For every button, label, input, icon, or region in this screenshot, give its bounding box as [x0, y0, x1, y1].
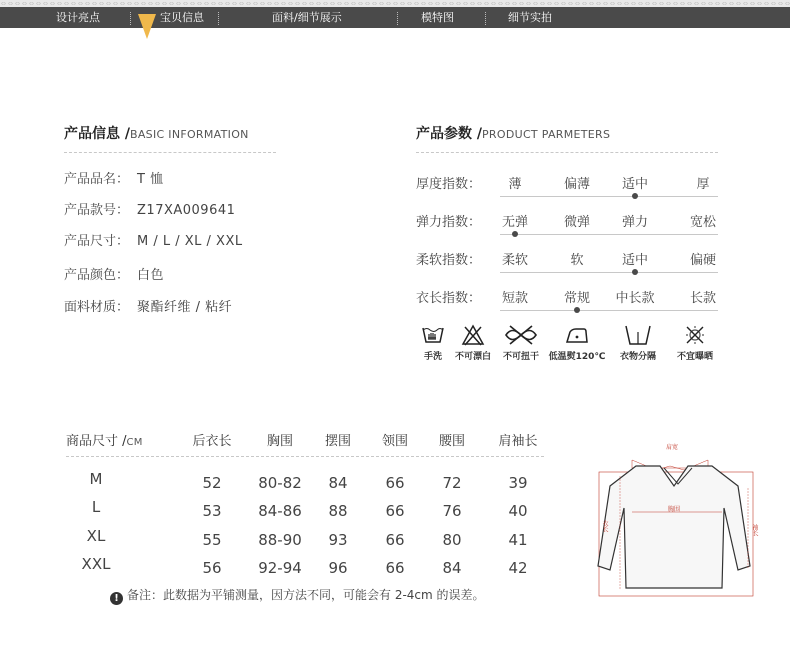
size-cell: 52 [202, 474, 222, 492]
product-info-subtitle: BASIC INFORMATION [130, 128, 249, 141]
care-separate-wash [612, 324, 664, 362]
nav-item-product-info[interactable]: 宝贝信息 [160, 11, 204, 24]
param-label: 衣长指数： [416, 291, 482, 306]
care-label: 衣物分隔 [619, 352, 656, 362]
param-option: 厚 [696, 177, 710, 192]
nav-item-fabric[interactable]: 面料/细节展示 [272, 11, 342, 24]
param-option: 软 [570, 253, 584, 268]
size-cell: 66 [385, 531, 405, 549]
param-selected-dot [574, 307, 580, 313]
no-sun-dry-icon [683, 324, 707, 346]
size-table-unit: CM [126, 437, 143, 448]
product-params-heading [416, 123, 610, 143]
param-scale-line [500, 234, 718, 235]
top-nav-bar [0, 0, 790, 28]
product-params-subtitle: PRODUCT PARMETERS [482, 128, 611, 141]
size-cell: 93 [328, 531, 348, 549]
size-cell: 55 [202, 531, 222, 549]
size-column-header: 领围 [381, 434, 409, 449]
product-info-title: 产品信息 / [64, 126, 130, 142]
note-text: 备注：此数据为平铺测量，因方法不同，可能会有 2-4cm 的误差。 [127, 588, 485, 602]
info-label: 产品品名： [64, 172, 130, 187]
size-column-header: 腰围 [438, 434, 466, 449]
size-cell: 40 [508, 502, 528, 520]
param-scale-line [500, 272, 718, 273]
low-iron-icon [564, 324, 590, 346]
info-row-color [64, 264, 164, 283]
size-cell: 41 [508, 531, 528, 549]
product-info-heading [64, 123, 249, 143]
size-cell: 66 [385, 502, 405, 520]
info-label: 产品款号： [64, 203, 130, 218]
divider [416, 152, 718, 153]
info-label: 产品颜色： [64, 268, 130, 283]
size-table-heading [66, 430, 143, 449]
info-row-name [64, 168, 164, 187]
care-no-sun-dry [668, 324, 722, 362]
param-option: 长款 [689, 291, 717, 306]
care-low-iron [547, 324, 607, 362]
hand-wash-icon [421, 324, 445, 346]
param-option: 适中 [621, 253, 649, 268]
info-icon: ! [110, 592, 123, 605]
nav-separator [397, 12, 398, 25]
size-cell: 76 [442, 502, 462, 520]
param-scale-line [500, 196, 718, 197]
info-value: Z17XA009641 [137, 203, 236, 218]
param-option: 偏硬 [689, 253, 717, 268]
length-label: 衣长 [601, 520, 608, 532]
tshirt-outline-icon [596, 438, 766, 598]
care-label: 不可漂白 [454, 352, 491, 362]
info-label: 产品尺寸： [64, 234, 130, 249]
info-row-material [64, 296, 232, 315]
param-selected-dot [632, 193, 638, 199]
param-option: 常规 [563, 291, 591, 306]
info-value: 白色 [137, 268, 165, 283]
param-scale-line [500, 310, 718, 311]
size-cell: 92-94 [258, 559, 302, 577]
no-bleach-icon [461, 324, 485, 346]
param-label: 厚度指数： [416, 177, 482, 192]
param-label: 弹力指数： [416, 215, 482, 230]
info-value: 聚酯纤维 / 粘纤 [137, 300, 233, 315]
shoulder-label: 肩宽 [666, 444, 679, 451]
size-cell: 88 [328, 502, 348, 520]
care-label: 不可扭干 [502, 352, 539, 362]
size-cell: 42 [508, 559, 528, 577]
size-column-header: 肩袖长 [498, 434, 538, 449]
size-label: M [89, 470, 103, 488]
size-cell: 66 [385, 559, 405, 577]
param-option: 中长款 [615, 291, 655, 306]
info-value: T 恤 [137, 172, 164, 187]
active-nav-marker [138, 14, 156, 39]
size-column-header: 摆围 [324, 434, 352, 449]
size-column-header: 后衣长 [192, 434, 232, 449]
nav-item-model[interactable]: 模特图 [421, 11, 454, 24]
care-label: 手洗 [423, 352, 442, 362]
divider [66, 456, 544, 457]
size-cell: 39 [508, 474, 528, 492]
param-option: 短款 [501, 291, 529, 306]
nav-separator [130, 12, 131, 25]
size-label: L [91, 498, 101, 516]
divider [64, 152, 276, 153]
param-option: 微弹 [563, 215, 591, 230]
decorative-chain-border [0, 0, 790, 7]
param-option: 弹力 [621, 215, 649, 230]
param-option: 薄 [508, 177, 522, 192]
measurement-diagram [596, 438, 766, 598]
sleeve-label: 袖长 [751, 524, 758, 536]
param-option: 适中 [621, 177, 649, 192]
care-label: 不宜曝晒 [676, 352, 713, 362]
size-column-header: 胸围 [266, 434, 294, 449]
nav-item-design[interactable]: 设计亮点 [56, 11, 100, 24]
chest-label: 胸围 [668, 506, 681, 513]
nav-item-detail-photos[interactable]: 细节实拍 [508, 11, 552, 24]
size-cell: 66 [385, 474, 405, 492]
info-label: 面料材质： [64, 300, 130, 315]
separate-wash-icon [623, 324, 653, 346]
nav-separator [485, 12, 486, 25]
param-option: 宽松 [689, 215, 717, 230]
care-no-wring [498, 324, 544, 362]
info-row-style-no [64, 199, 235, 218]
param-option: 无弹 [501, 215, 529, 230]
size-cell: 88-90 [258, 531, 302, 549]
care-no-bleach [451, 324, 495, 362]
size-cell: 96 [328, 559, 348, 577]
size-cell: 84 [442, 559, 462, 577]
size-cell: 84 [328, 474, 348, 492]
size-table-title: 商品尺寸 / [66, 434, 127, 449]
size-cell: 80 [442, 531, 462, 549]
param-selected-dot [512, 231, 518, 237]
size-label: XXL [81, 555, 111, 573]
size-cell: 84-86 [258, 502, 302, 520]
nav-separator [218, 12, 219, 25]
no-wring-icon [502, 324, 540, 346]
size-label: XL [86, 527, 106, 545]
size-cell: 56 [202, 559, 222, 577]
product-params-title: 产品参数 / [416, 126, 482, 142]
param-label: 柔软指数： [416, 253, 482, 268]
measurement-note [110, 586, 485, 605]
info-value: M / L / XL / XXL [137, 234, 243, 249]
size-cell: 80-82 [258, 474, 302, 492]
size-cell: 53 [202, 502, 222, 520]
param-option: 偏薄 [563, 177, 591, 192]
care-hand-wash [418, 324, 448, 362]
param-selected-dot [632, 269, 638, 275]
param-option: 柔软 [501, 253, 529, 268]
size-cell: 72 [442, 474, 462, 492]
info-row-sizes [64, 230, 243, 249]
care-label: 低温熨120℃ [548, 352, 606, 362]
